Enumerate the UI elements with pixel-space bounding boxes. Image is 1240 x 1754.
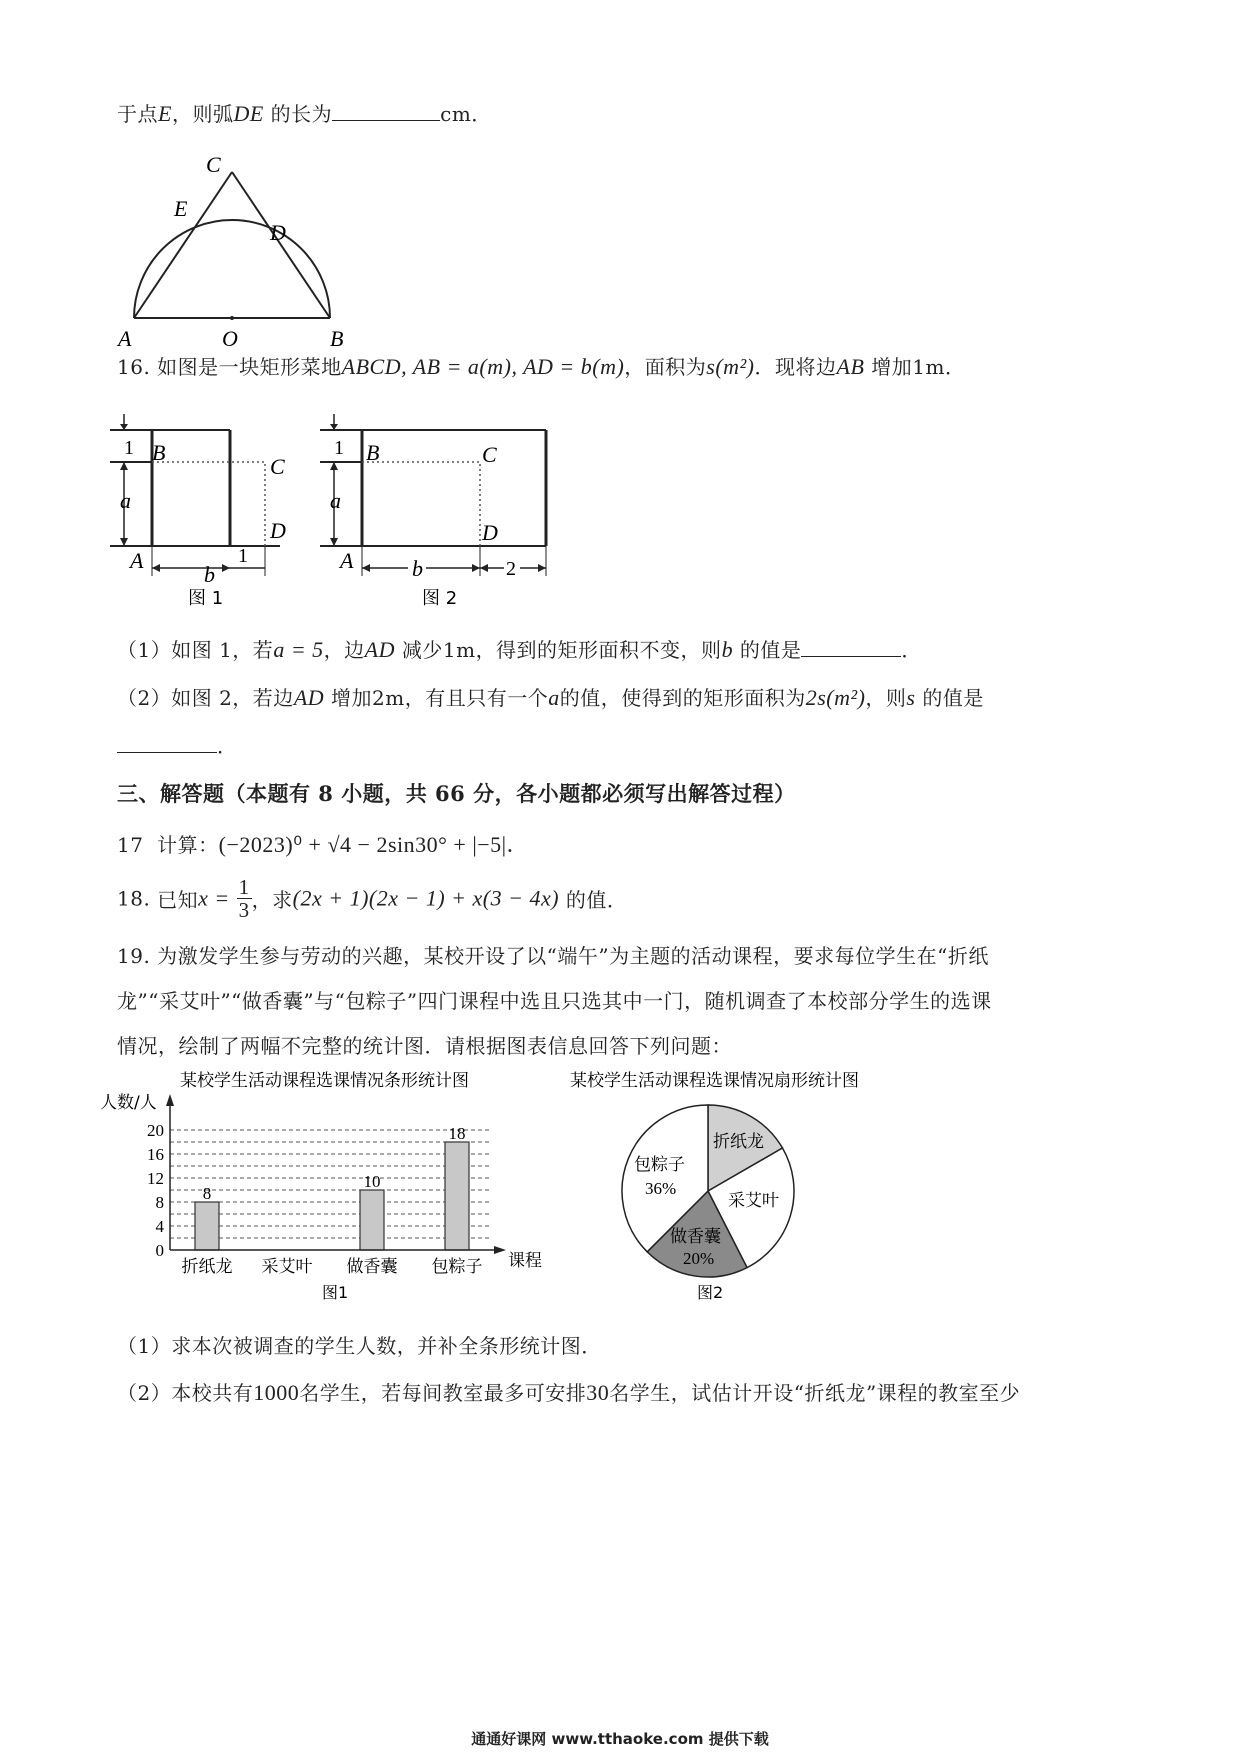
arrowhead-left <box>480 564 488 572</box>
y-tick-label: 12 <box>147 1169 164 1188</box>
slice-label-caiaiye: 采艾叶 <box>728 1191 779 1211</box>
answer-blank-q16-1[interactable] <box>801 638 901 657</box>
arrowhead-up <box>120 462 128 470</box>
label-E: E <box>174 196 188 221</box>
fraction-numerator: 1 <box>238 875 250 899</box>
slice-label-zhezhilong: 折纸龙 <box>713 1132 764 1152</box>
label-D: D <box>482 520 498 545</box>
arrowhead-left <box>152 564 160 572</box>
answer-blank-q16-2[interactable] <box>117 734 217 753</box>
bar <box>195 1202 219 1250</box>
label-C: C <box>270 454 285 479</box>
figure-caption: 图 1 <box>188 588 224 609</box>
y-tick-label: 4 <box>155 1217 164 1236</box>
fraction <box>237 876 252 921</box>
bar-chart <box>100 1066 620 1316</box>
q19-part1: （1）求本次被调查的学生人数，并补全条形统计图． <box>117 1334 602 1358</box>
dim-label-a: a <box>120 488 131 513</box>
dim-label-b: b <box>204 562 215 587</box>
label-B: B <box>152 440 166 465</box>
center-point-O <box>230 316 234 320</box>
q17: 17 计算：(−2023)⁰ + √4 − 2sin30° + |−5|． <box>117 832 530 857</box>
q19-line3: 情况，绘制了两幅不完整的统计图．请根据图表信息回答下列问题： <box>117 1034 732 1058</box>
arrowhead-right <box>222 564 230 572</box>
y-tick-label: 16 <box>147 1145 164 1164</box>
section-heading: 三、解答题（本题有 8 小题，共 66 分，各小题都必须写出解答过程） <box>117 781 796 806</box>
q18: 18. 已知x = $\frac{1}{3}$ ，求(2x + 1)(2x − 1) + x(3 − 4x) 的值． <box>117 875 628 922</box>
x-tick-label: 包粽子 <box>431 1257 483 1277</box>
label-D: D <box>270 518 286 543</box>
x-tick-label: 折纸龙 <box>181 1257 233 1277</box>
arrowhead-up <box>330 462 338 470</box>
y-axis-arrow <box>166 1094 174 1106</box>
y-tick-label: 20 <box>147 1121 164 1140</box>
bar-data-label: 18 <box>448 1124 466 1143</box>
figure-caption: 图 2 <box>422 588 458 609</box>
q16-part2: （2）如图 2，若边AD 增加2m，有且只有一个a的值，使得到的矩形面积为2s(m²)，则s 的值是 <box>117 685 984 710</box>
x-tick-label: 采艾叶 <box>261 1257 313 1277</box>
bar <box>445 1142 469 1250</box>
label-A: A <box>340 548 354 573</box>
y-axis-label: 人数/人 <box>100 1093 157 1113</box>
slice-percent-baozongzi: 36% <box>645 1179 677 1198</box>
q16-part2-blank-line: ． <box>117 730 238 759</box>
chart-title: 某校学生活动课程选课情况条形统计图 <box>180 1071 469 1091</box>
label-C: C <box>482 442 497 467</box>
original-rect-dotted <box>152 462 265 546</box>
x-axis-label: 课程 <box>508 1251 542 1271</box>
bar <box>360 1190 384 1250</box>
slice-percent-zuoxiangnang: 20% <box>683 1249 715 1268</box>
slice-label-zuoxiangnang: 做香囊 <box>670 1227 721 1247</box>
label-O: O <box>222 326 238 351</box>
q15-tail-line: 于点E，则弧DE 的长为 cm． <box>117 101 492 126</box>
x-tick-label: 做香囊 <box>346 1257 398 1277</box>
segment-BC <box>232 172 330 318</box>
label-B: B <box>330 326 344 351</box>
semicircle-arc <box>134 220 330 318</box>
arrowhead-right <box>472 564 480 572</box>
pie-chart <box>560 1066 910 1316</box>
dim-label-b: b <box>412 556 423 581</box>
q15-figure <box>110 150 360 360</box>
x-axis-arrow <box>494 1246 506 1254</box>
q19-line2: 龙”“采艾叶”“做香囊”与“包粽子”四门课程中选且只选其中一门，随机调查了本校部分学生的选课 <box>117 989 992 1013</box>
page-footer: 通通好课网 www.tthaoke.com 提供下载 <box>471 1730 769 1748</box>
chart-caption: 图1 <box>322 1283 349 1302</box>
label-B: B <box>366 440 380 465</box>
label-D: D <box>270 220 286 245</box>
dim-label-1-top: 1 <box>334 437 344 459</box>
fraction-denominator: 3 <box>238 898 250 922</box>
slice-label-baozongzi: 包粽子 <box>634 1155 685 1175</box>
dim-label-a: a <box>330 488 341 513</box>
q16-figure-1 <box>110 410 320 610</box>
q19-line1: 19. 为激发学生参与劳动的兴趣，某校开设了以“端午”为主题的活动课程，要求每位学生在“折纸 <box>117 944 989 968</box>
bar-data-label: 8 <box>202 1184 212 1203</box>
y-tick-label: 8 <box>155 1193 164 1212</box>
arrowhead-down <box>120 538 128 546</box>
arrowhead-right <box>538 564 546 572</box>
chart-title: 某校学生活动课程选课情况扇形统计图 <box>570 1071 859 1091</box>
dim-label-2: 2 <box>506 558 516 580</box>
chart-caption: 图2 <box>697 1283 724 1302</box>
arrowhead-left <box>362 564 370 572</box>
q16-part1: （1）如图 1，若a = 5，边AD 减少1m，得到的矩形面积不变，则b 的值是 ． <box>117 637 922 662</box>
segment-AC <box>134 172 232 318</box>
original-rect-dotted <box>362 462 480 546</box>
q19-part2: （2）本校共有1000名学生，若每间教室最多可安排30名学生，试估计开设“折纸龙”课程的教室至少 <box>117 1380 1021 1405</box>
answer-blank-q15[interactable] <box>332 102 440 121</box>
label-A: A <box>118 326 132 351</box>
arrowhead-down <box>330 538 338 546</box>
label-C: C <box>206 152 221 177</box>
dim-label-1-right: 1 <box>238 545 248 567</box>
q16-stem: 16. 如图是一块矩形菜地ABCD, AB = a(m), AD = b(m)，面积为s(m²)．现将边AB 增加1m． <box>117 354 966 379</box>
y-tick-label: 0 <box>155 1241 164 1260</box>
dim-label-1-top: 1 <box>124 437 134 459</box>
label-A: A <box>130 548 144 573</box>
bar-data-label: 10 <box>363 1172 381 1191</box>
q16-figure-2 <box>320 410 570 610</box>
